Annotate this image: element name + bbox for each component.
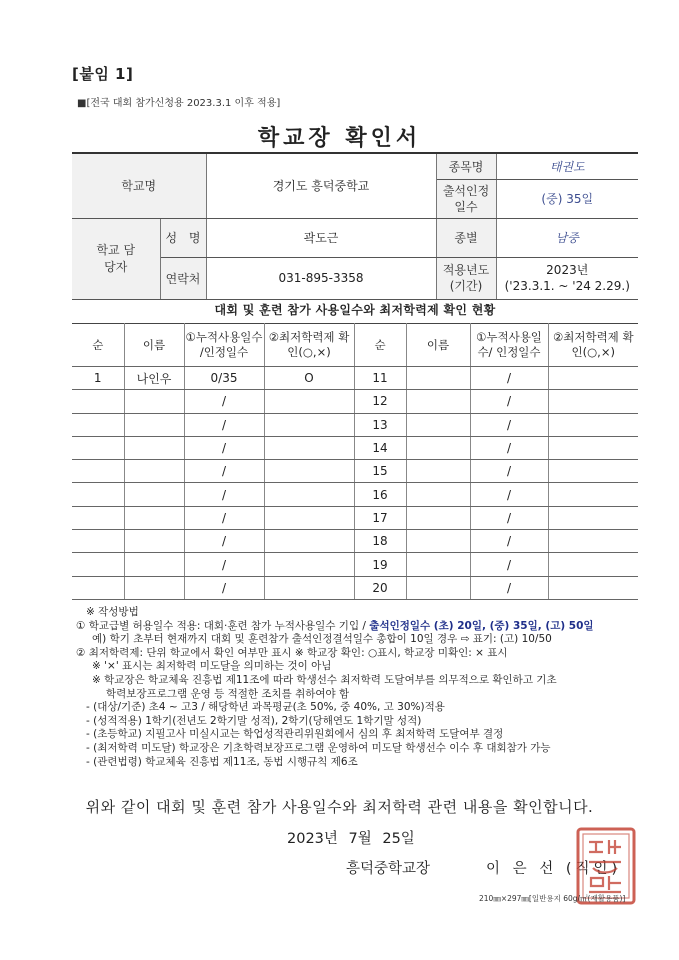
note-9: - (최저학력 미도달) 학교장은 기초학력보장프로그램 운영하여 미도달 학생선수 이수 후 대회참가 가능 [86,741,551,754]
table-cell [124,483,184,506]
table-cell: O [264,367,354,390]
table-cell [72,530,124,553]
paper-spec: 210㎜×297㎜[일반용지 60g/㎡(재활용품)] [479,894,626,903]
name-value: 곽도근 [206,218,436,257]
status-table-body [72,367,638,600]
table-cell: / [470,483,548,506]
table-cell [548,483,638,506]
table-cell: / [184,506,264,529]
table-cell [124,530,184,553]
year-range: ('23.3.1. ~ '24 2.29.) [504,279,630,293]
attachment-label: [붙임 1] [72,65,134,83]
table-cell: 12 [354,390,406,413]
table-row [72,390,638,413]
table-cell: 20 [354,576,406,599]
table-cell: 18 [354,530,406,553]
table-cell [406,483,470,506]
table-cell [72,483,124,506]
note-6: - (대상/기준) 초4 ~ 고3 / 해당학년 과목평균(초 50%, 중 40%, 고 30%)적용 [86,701,445,714]
table-cell: / [184,436,264,459]
table-cell [548,530,638,553]
contact-value: 031-895-3358 [206,257,436,299]
school-principal-title: 흥덕중학교장 [346,861,431,877]
header-cell: ②최저학력제 확인(○,×) [264,324,354,367]
note-8: - (초등학교) 지필고사 미실시교는 학업성적관리위원회에서 심의 후 최저학력 도달여부 결정 [86,728,504,741]
category-label: 종별 [436,218,496,257]
table-row [72,413,638,436]
table-cell [406,413,470,436]
table-cell: / [470,436,548,459]
note-5: 학력보장프로그램 운영 등 적절한 조치를 취하여야 함 [106,687,350,700]
table-cell [264,390,354,413]
notes-heading: ※ 작성방법 [86,606,139,618]
table-cell [264,413,354,436]
table-cell: 1 [72,367,124,390]
year-cell [496,257,638,299]
table-subtitle: 대회 및 훈련 참가 사용일수와 최저학력제 확인 현황 [214,303,496,317]
note-2: ② 최저학력제: 단위 학교에서 확인 여부만 표시 ※ 학교장 확인: ○표시, 학교장 미확인: × 표시 [76,646,508,659]
table-row [72,506,638,529]
table-cell [72,553,124,576]
table-cell [124,413,184,436]
table-cell [548,413,638,436]
table-cell [548,390,638,413]
attendance-value: (중) 35일 [496,179,638,218]
table-cell: 11 [354,367,406,390]
table-cell: / [470,460,548,483]
table-row [72,530,638,553]
table-cell: / [184,483,264,506]
table-cell: / [470,506,548,529]
table-cell [548,553,638,576]
category-value: 남중 [496,218,638,257]
table-cell [124,390,184,413]
table-row [72,483,638,506]
table-cell: / [184,413,264,436]
year-value: 2023년 [546,263,589,277]
header-cell: ①누적사용일수/ 인정일수 [470,324,548,367]
table-cell [72,506,124,529]
table-cell: 나인우 [124,367,184,390]
table-cell [406,460,470,483]
table-cell: 16 [354,483,406,506]
table-cell: 19 [354,553,406,576]
table-row [72,553,638,576]
table-cell [264,506,354,529]
table-cell [264,553,354,576]
scope-note: ■[전국 대회 참가신청용 2023.3.1 이후 적용] [77,98,281,109]
table-cell: / [184,460,264,483]
table-cell [406,553,470,576]
confirmation-statement: 위와 같이 대회 및 훈련 참가 사용일수와 최저학력 관련 내용을 확인합니다. [85,798,594,816]
table-cell [406,506,470,529]
writing-instructions [76,606,646,769]
staff-label: 학교 담당자 [72,218,160,299]
school-label: 학교명 [72,153,206,218]
table-cell: / [470,576,548,599]
issue-date: 2023년 7월 25일 [287,831,415,847]
table-cell: / [470,553,548,576]
table-cell: / [470,390,548,413]
table-cell: / [470,530,548,553]
year-label: 적용년도 (기간) [436,257,496,299]
table-row [72,367,638,390]
table-cell [264,460,354,483]
table-cell [124,436,184,459]
event-label: 종목명 [436,153,496,179]
table-cell: 0/35 [184,367,264,390]
note-1 [76,620,646,634]
table-cell: / [184,390,264,413]
note-10: - (관련법령) 학교체육 진흥법 제11조, 동법 시행규칙 제6조 [86,755,358,768]
note-3: ※ '×' 표시는 최저학력 미도달을 의미하는 것이 아님 [92,660,332,673]
contact-label: 연락처 [160,257,206,299]
table-cell [72,436,124,459]
table-cell [406,436,470,459]
status-table [72,323,638,600]
name-label: 성 명 [160,218,206,257]
table-cell [406,390,470,413]
table-cell [124,553,184,576]
header-cell: 순 [72,324,124,367]
table-cell [72,576,124,599]
table-row [72,460,638,483]
info-table [72,152,638,300]
table-cell [264,483,354,506]
header-cell: 이름 [406,324,470,367]
table-cell [72,460,124,483]
table-cell [264,436,354,459]
table-cell [548,367,638,390]
page-title: 학교장 확인서 [257,126,422,151]
table-cell: / [184,576,264,599]
table-row [72,576,638,599]
header-cell: ①누적사용일수 /인정일수 [184,324,264,367]
header-cell: ②최저학력제 확인(○,×) [548,324,638,367]
table-cell [548,576,638,599]
table-cell [548,460,638,483]
table-cell [124,506,184,529]
table-row [72,436,638,459]
status-table-header [72,324,638,367]
table-cell: / [184,530,264,553]
table-cell [406,530,470,553]
table-cell [406,367,470,390]
table-cell [124,576,184,599]
school-value: 경기도 흥덕중학교 [206,153,436,218]
table-cell [72,390,124,413]
table-cell: 17 [354,506,406,529]
table-cell [264,576,354,599]
principal-name: 이 은 선 (직인) [486,861,622,877]
table-cell [72,413,124,436]
table-cell [548,436,638,459]
attendance-label: 출석인정 일수 [436,179,496,218]
note-4: ※ 학교장은 학교체육 진흥법 제11조에 따라 학생선수 최저학력 도달여부를 의무적으로 확인하고 기초 [92,673,557,686]
header-cell: 순 [354,324,406,367]
note-1-example: 예) 학기 초부터 현재까지 대회 및 훈련참가 출석인정결석일수 총합이 10일 경우 ⇨ 표기: (고) 10/50 [92,633,552,646]
header-cell: 이름 [124,324,184,367]
table-cell [406,576,470,599]
table-cell [124,460,184,483]
note-1-text: ① 학교급별 허용일수 적용: 대회·훈련 참가 누적사용일수 기입 / [76,619,370,632]
table-cell: / [470,367,548,390]
table-cell: 15 [354,460,406,483]
table-cell: 13 [354,413,406,436]
table-cell [264,530,354,553]
note-7: - (성적적용) 1학기(전년도 2학기말 성적), 2학기(당해연도 1학기말 성적) [86,714,422,727]
event-value: 태권도 [496,153,638,179]
table-cell: 14 [354,436,406,459]
table-cell: / [470,413,548,436]
note-1-emphasis: 출석인정일수 (초) 20일, (중) 35일, (고) 50일 [369,619,594,632]
table-cell [548,506,638,529]
table-cell: / [184,553,264,576]
